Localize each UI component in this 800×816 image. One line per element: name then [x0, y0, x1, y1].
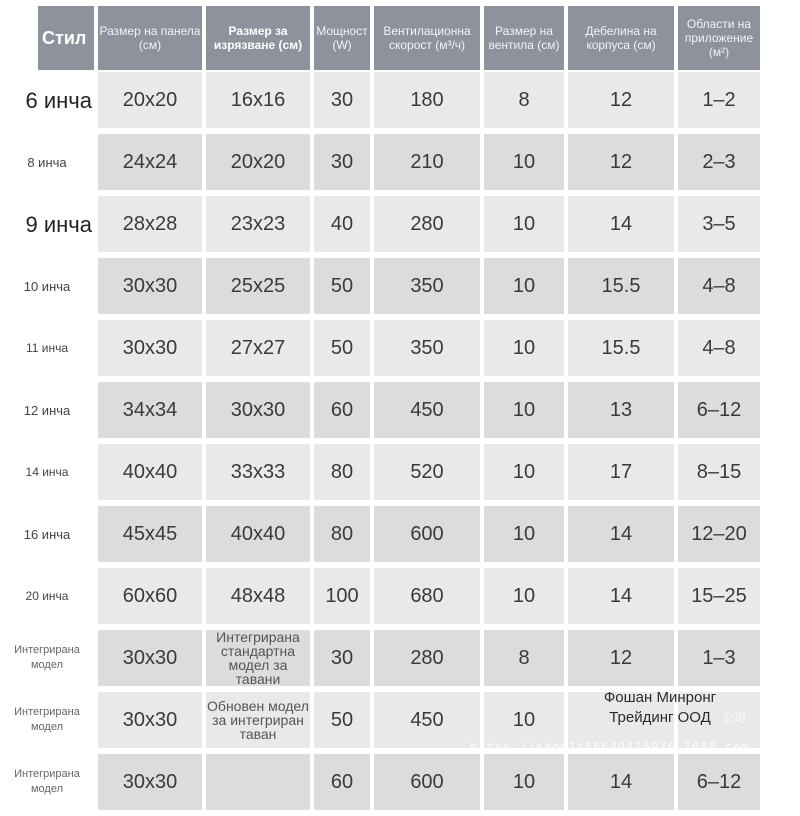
vent-size-cell: 10 — [480, 444, 564, 506]
panel-size-cell: 34x34 — [94, 382, 202, 444]
panel-size-cell: 30x30 — [94, 258, 202, 320]
airflow-cell: 350 — [370, 258, 480, 320]
thickness-cell: 14 — [564, 506, 674, 568]
cutout-size-cell: 33x33 — [202, 444, 310, 506]
power-cell: 40 — [310, 196, 370, 258]
airflow-cell: 600 — [370, 506, 480, 568]
vent-size-cell: 10 — [480, 692, 564, 754]
cutout-size-cell: 30x30 — [202, 382, 310, 444]
header-power: Мощност (W) — [310, 0, 370, 72]
cutout-size-cell: 16x16 — [202, 72, 310, 134]
thickness-cell: 13 — [564, 382, 674, 444]
cutout-size-cell: 20x20 — [202, 134, 310, 196]
company-name-line1: Фошан Минронг — [603, 689, 717, 706]
header-row — [0, 0, 800, 72]
airflow-cell: 600 — [370, 754, 480, 816]
thickness-cell: 12 — [564, 134, 674, 196]
thickness-cell: 17 — [564, 444, 674, 506]
style-cell: 10 инча — [0, 258, 94, 320]
area-cell: 1–3 — [674, 630, 800, 692]
cutout-size-cell: 40x40 — [202, 506, 310, 568]
style-cell: Интегрирана модел — [0, 754, 94, 816]
panel-size-cell: 30x30 — [94, 754, 202, 816]
power-cell: 80 — [310, 506, 370, 568]
table-row — [0, 72, 800, 134]
area-cell: 8–15 — [674, 444, 800, 506]
area-cell: 15–25 — [674, 568, 800, 630]
panel-size-cell: 30x30 — [94, 630, 202, 692]
panel-size-cell: 45x45 — [94, 506, 202, 568]
power-cell: 30 — [310, 72, 370, 134]
panel-size-cell: 28x28 — [94, 196, 202, 258]
table-row — [0, 196, 800, 258]
style-cell: Интегрирана модел — [0, 692, 94, 754]
header-cutout-size: Размер за изрязване (см) — [202, 0, 310, 72]
style-cell: 11 инча — [0, 320, 94, 382]
table-row — [0, 630, 800, 692]
airflow-cell: 210 — [370, 134, 480, 196]
panel-size-cell: 20x20 — [94, 72, 202, 134]
power-cell: 100 — [310, 568, 370, 630]
power-cell: 60 — [310, 754, 370, 816]
table-row — [0, 754, 800, 816]
cutout-size-cell: 23x23 — [202, 196, 310, 258]
table-row — [0, 258, 800, 320]
cutout-size-cell: 27x27 — [202, 320, 310, 382]
power-cell: 50 — [310, 692, 370, 754]
area-cell: 6–12 — [674, 382, 800, 444]
style-cell: 6 инча — [0, 72, 94, 134]
panel-size-cell: 24x24 — [94, 134, 202, 196]
panel-size-cell: 40x40 — [94, 444, 202, 506]
company-suffix: 公司 — [722, 711, 747, 725]
company-name-line2: Трейдинг ООД — [609, 709, 711, 726]
airflow-cell: 450 — [370, 382, 480, 444]
header-panel-size: Размер на панела (см) — [94, 0, 202, 72]
table-row — [0, 444, 800, 506]
header-vent-size: Размер на вентила (см) — [480, 0, 564, 72]
power-cell: 30 — [310, 134, 370, 196]
area-cell: 4–8 — [674, 320, 800, 382]
vent-size-cell: 8 — [480, 72, 564, 134]
thickness-cell: 14 — [564, 754, 674, 816]
header-body-thickness: Дебелина на корпуса (см) — [564, 0, 674, 72]
area-cell: 3–5 — [674, 196, 800, 258]
thickness-cell: 14 — [564, 568, 674, 630]
vent-size-cell: 10 — [480, 754, 564, 816]
panel-size-cell: 60x60 — [94, 568, 202, 630]
power-cell: 30 — [310, 630, 370, 692]
airflow-cell: 680 — [370, 568, 480, 630]
vent-size-cell: 10 — [480, 382, 564, 444]
area-cell: 4–8 — [674, 258, 800, 320]
table-row — [0, 568, 800, 630]
power-cell: 50 — [310, 258, 370, 320]
thickness-cell: 12 — [564, 72, 674, 134]
area-cell — [674, 692, 800, 754]
table-row — [0, 506, 800, 568]
vent-size-cell: 8 — [480, 630, 564, 692]
header-airflow: Вентилационна скорост (м³/ч) — [370, 0, 480, 72]
style-cell: 8 инча — [0, 134, 94, 196]
area-cell: 12–20 — [674, 506, 800, 568]
style-cell: 20 инча — [0, 568, 94, 630]
cutout-size-cell — [202, 754, 310, 816]
thickness-cell: 15.5 — [564, 258, 674, 320]
airflow-cell: 450 — [370, 692, 480, 754]
airflow-cell: 280 — [370, 196, 480, 258]
thickness-cell: 15.5 — [564, 320, 674, 382]
area-cell: 2–3 — [674, 134, 800, 196]
style-cell: 16 инча — [0, 506, 94, 568]
table-row — [0, 320, 800, 382]
style-cell: 9 инча — [0, 196, 94, 258]
power-cell: 60 — [310, 382, 370, 444]
header-style: Стил — [0, 0, 94, 72]
style-cell: 12 инча — [0, 382, 94, 444]
cutout-size-cell: 48x48 — [202, 568, 310, 630]
airflow-cell: 520 — [370, 444, 480, 506]
vent-size-cell: 10 — [480, 134, 564, 196]
cutout-size-cell: Обновен модел за интегриран таван — [202, 692, 310, 754]
header-application-area: Области на приложение (м²) — [674, 0, 800, 72]
style-cell: Интегрирана модел — [0, 630, 94, 692]
airflow-cell: 180 — [370, 72, 480, 134]
panel-size-cell: 30x30 — [94, 692, 202, 754]
power-cell: 80 — [310, 444, 370, 506]
thickness-cell: 14 — [564, 196, 674, 258]
power-cell: 50 — [310, 320, 370, 382]
airflow-cell: 350 — [370, 320, 480, 382]
airflow-cell: 280 — [370, 630, 480, 692]
vent-size-cell: 10 — [480, 506, 564, 568]
thickness-cell: 12 — [564, 630, 674, 692]
table-row — [0, 692, 800, 754]
cutout-size-cell: 25x25 — [202, 258, 310, 320]
table-row — [0, 382, 800, 444]
thickness-cell — [564, 692, 674, 754]
style-cell: 14 инча — [0, 444, 94, 506]
panel-size-cell: 30x30 — [94, 320, 202, 382]
vent-size-cell: 10 — [480, 320, 564, 382]
area-cell: 6–12 — [674, 754, 800, 816]
shop-url-watermark: https://shop1j56649415976.1688.com — [470, 740, 750, 754]
vent-size-cell: 10 — [480, 196, 564, 258]
vent-size-cell: 10 — [480, 568, 564, 630]
cutout-size-cell: Интегрирана стандартна модел за тавани — [202, 630, 310, 692]
table-row — [0, 134, 800, 196]
vent-size-cell: 10 — [480, 258, 564, 320]
area-cell: 1–2 — [674, 72, 800, 134]
